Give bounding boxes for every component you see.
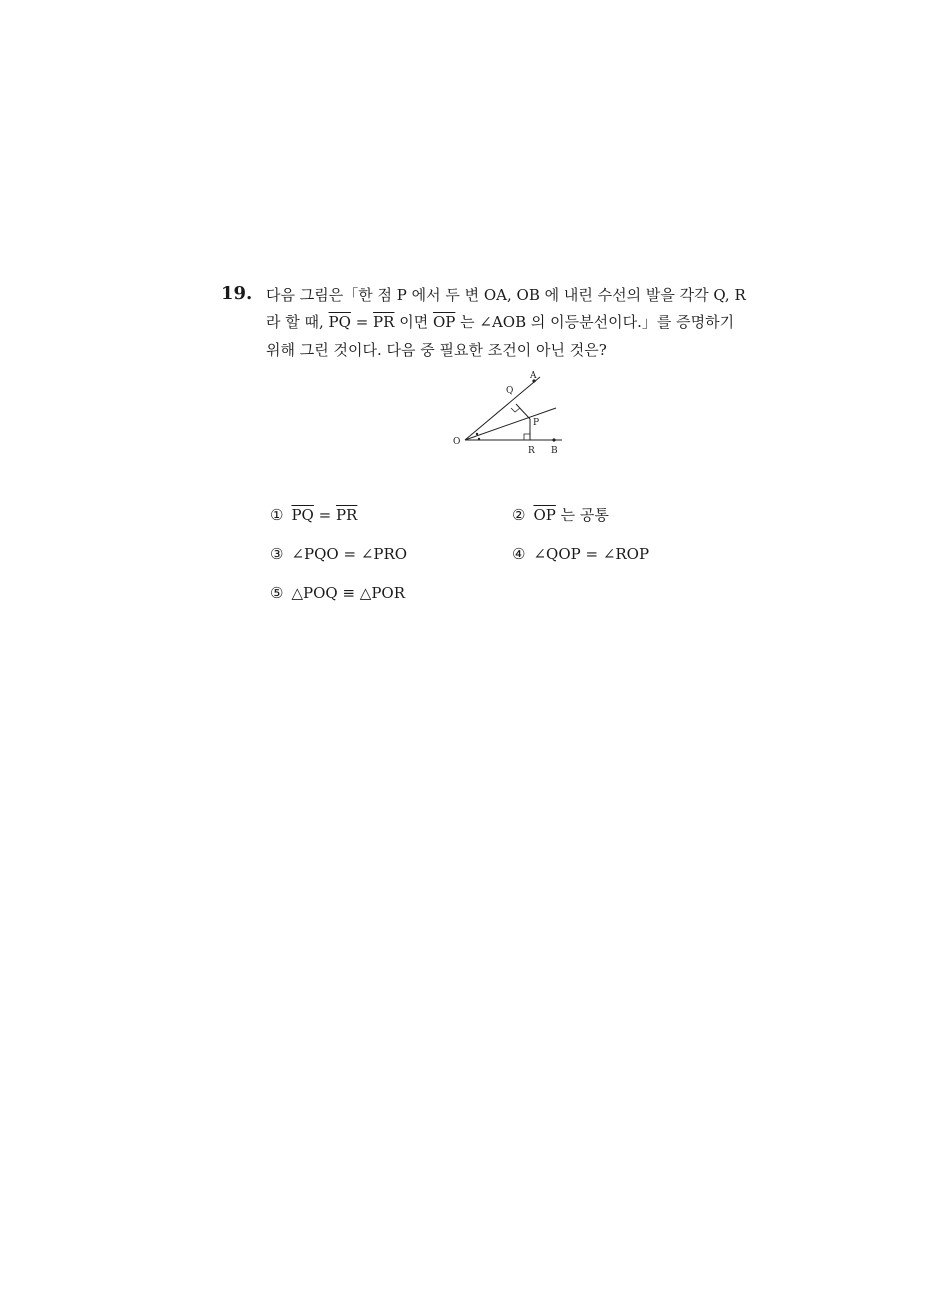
segment-pr: $\overline{PR}$ xyxy=(373,313,395,331)
option-3[interactable] xyxy=(270,544,407,564)
option-5-text: △POQ ≡ △POR xyxy=(291,584,406,602)
option-3-text: ∠PQO = ∠PRO xyxy=(291,545,408,563)
label-q: Q xyxy=(506,386,514,396)
option-2-text: 는 공통 xyxy=(555,506,609,524)
option-4-text: ∠QOP = ∠ROP xyxy=(533,545,650,563)
angle-bisector-figure xyxy=(448,368,573,460)
question-line-1-text: 다음 그림은「한 점 P 에서 두 변 OA, OB 에 내린 수선의 발을 각각 Q, R xyxy=(266,286,746,304)
option-2[interactable] xyxy=(512,505,609,525)
option-3-number: ③ xyxy=(270,545,284,563)
question-line-2-mid: 이면 xyxy=(394,313,433,331)
option-1-equals: = xyxy=(313,506,336,524)
right-angle-mark-q xyxy=(511,408,520,412)
label-b: B xyxy=(551,446,558,456)
question-line-2 xyxy=(266,312,734,332)
label-a: A xyxy=(530,371,537,381)
segment-pq-line xyxy=(516,404,530,419)
option-1-segment-pr: $\overline{PR}$ xyxy=(335,506,358,524)
label-o: O xyxy=(453,437,461,447)
label-r: R xyxy=(528,446,535,456)
question-line-3 xyxy=(266,340,607,360)
option-1-segment-pq: $\overline{PQ}$ xyxy=(291,506,314,524)
right-angle-mark-r xyxy=(524,434,530,440)
option-1-number: ① xyxy=(270,506,284,524)
option-2-number: ② xyxy=(512,506,526,524)
point-b xyxy=(552,438,555,441)
question-line-3-text: 위해 그린 것이다. 다음 중 필요한 조건이 아닌 것은? xyxy=(266,341,607,359)
option-5[interactable] xyxy=(270,583,405,603)
question-line-1 xyxy=(266,285,746,305)
bisector-line xyxy=(465,408,556,440)
ray-oa xyxy=(465,377,540,440)
question-line-2-pre: 라 할 때, xyxy=(266,313,329,331)
option-5-number: ⑤ xyxy=(270,584,284,602)
question-line-2-post: 는 ∠AOB 의 이등분선이다.」를 증명하기 xyxy=(455,313,735,331)
label-p: P xyxy=(533,418,540,428)
segment-op: $\overline{OP}$ xyxy=(432,313,456,331)
angle-mark-upper xyxy=(476,433,478,435)
option-1[interactable] xyxy=(270,505,357,525)
equals-sign: = xyxy=(350,313,374,331)
segment-pq: $\overline{PQ}$ xyxy=(328,313,351,331)
option-2-segment-op: $\overline{OP}$ xyxy=(533,506,556,524)
angle-mark-lower xyxy=(478,438,480,440)
question-number: 19. xyxy=(221,283,253,304)
option-4-number: ④ xyxy=(512,545,526,563)
option-4[interactable] xyxy=(512,544,649,564)
